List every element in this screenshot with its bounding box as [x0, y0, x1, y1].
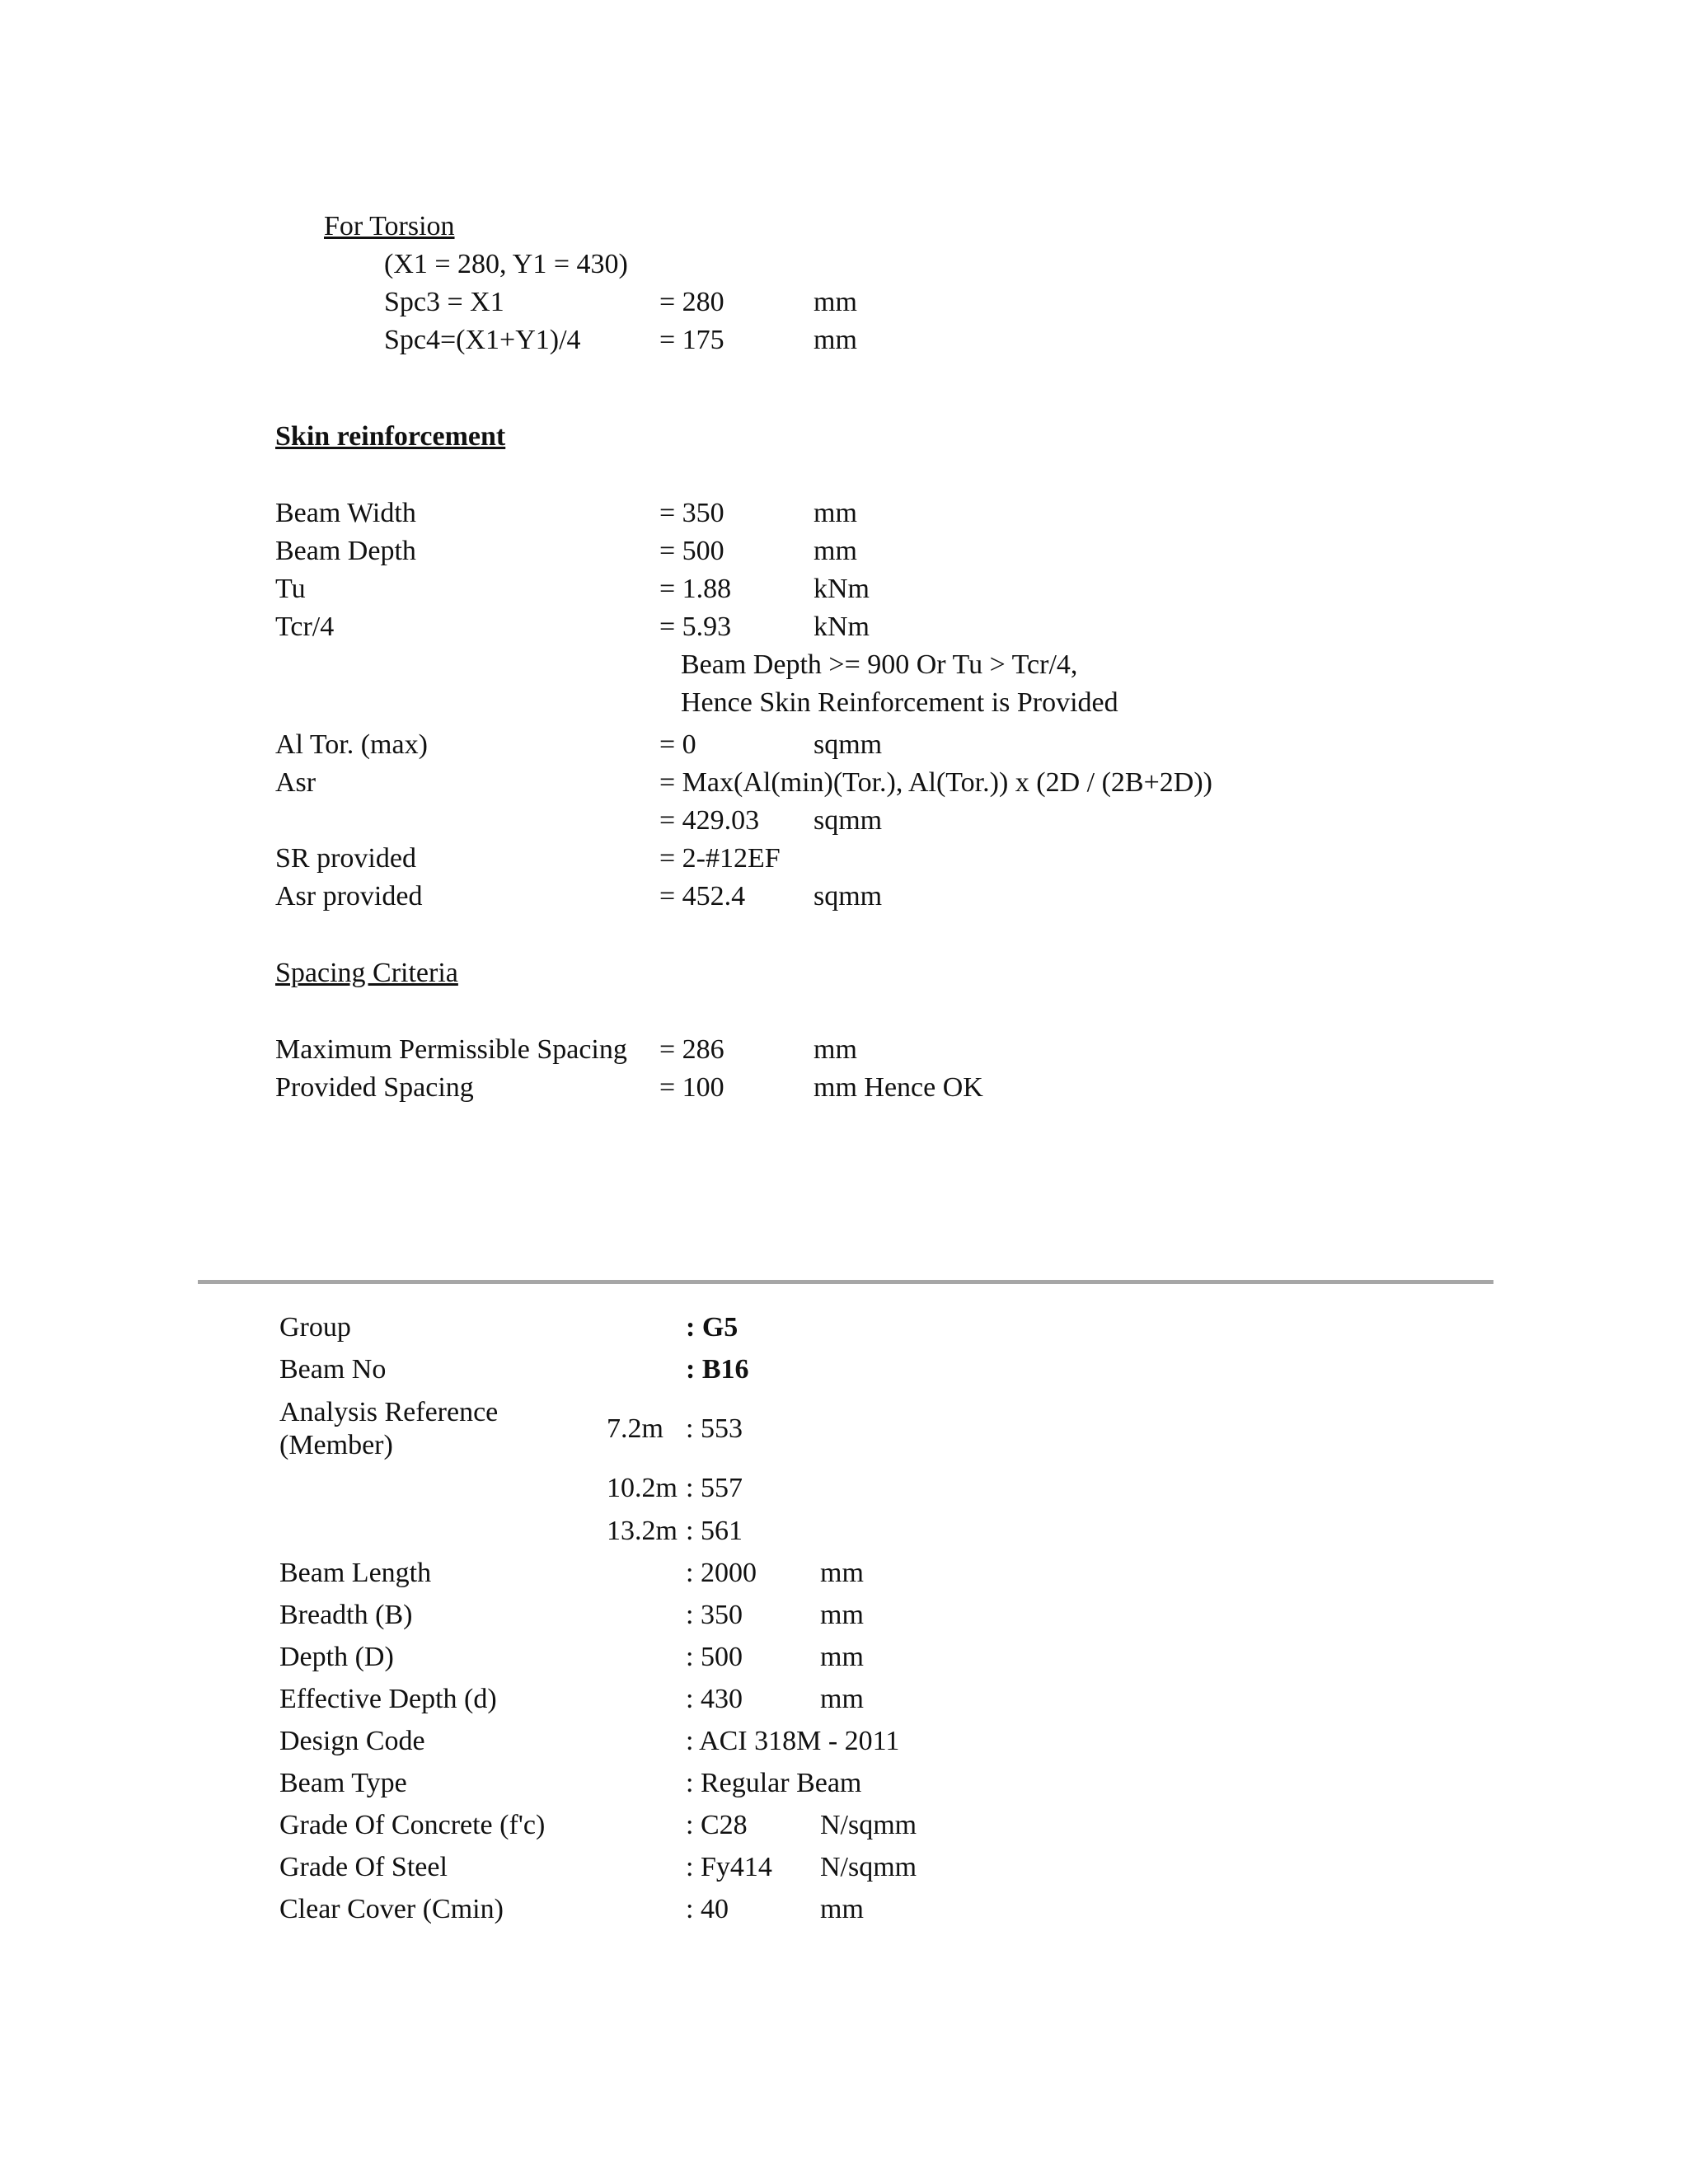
torsion-spc3-value: = 280 — [659, 287, 724, 317]
beam-prop-value: : 500 — [686, 1642, 743, 1672]
analysis-sublabel: (Member) — [279, 1430, 393, 1460]
beam-prop-value: : Regular Beam — [686, 1768, 862, 1798]
beam-prop-label: Depth (D) — [279, 1642, 394, 1672]
skin-row-label: Tcr/4 — [275, 612, 335, 642]
torsion-spc4-label: Spc4=(X1+Y1)/4 — [384, 325, 581, 355]
beam-no-value: : B16 — [686, 1354, 749, 1385]
torsion-spc4-value: = 175 — [659, 325, 724, 355]
skin-row-label: Tu — [275, 574, 306, 604]
beam-prop-label: Beam Length — [279, 1558, 432, 1588]
beam-prop-value: : 2000 — [686, 1558, 757, 1588]
provided-spacing-value: = 100 — [659, 1072, 724, 1103]
beam-prop-label: Clear Cover (Cmin) — [279, 1894, 504, 1924]
torsion-dims: (X1 = 280, Y1 = 430) — [384, 249, 628, 279]
group-value: : G5 — [686, 1312, 738, 1343]
provided-spacing-label: Provided Spacing — [275, 1072, 474, 1103]
skin-row-unit: mm — [814, 498, 857, 528]
analysis-member: : 557 — [686, 1473, 743, 1503]
group-label: Group — [279, 1312, 351, 1343]
beam-no-label: Beam No — [279, 1354, 387, 1385]
sr-provided-value: = 2-#12EF — [659, 843, 781, 874]
max-spacing-unit: mm — [814, 1034, 857, 1065]
torsion-spc4-unit: mm — [814, 325, 857, 355]
provided-spacing-unit: mm Hence OK — [814, 1072, 983, 1103]
analysis-position: 13.2m — [607, 1516, 678, 1546]
asr-provided-value: = 452.4 — [659, 881, 746, 912]
max-spacing-label: Maximum Permissible Spacing — [275, 1034, 627, 1065]
beam-prop-label: Breadth (B) — [279, 1600, 413, 1630]
torsion-heading: For Torsion — [324, 211, 455, 241]
skin-row-unit: kNm — [814, 612, 870, 642]
beam-prop-unit: mm — [820, 1684, 864, 1714]
page-divider — [198, 1280, 1493, 1284]
al-tor-label: Al Tor. (max) — [275, 729, 428, 760]
beam-prop-value: : Fy414 — [686, 1852, 772, 1882]
skin-row-value: = 500 — [659, 536, 724, 566]
beam-prop-label: Effective Depth (d) — [279, 1684, 497, 1714]
beam-prop-unit: mm — [820, 1642, 864, 1672]
asr-value: = 429.03 — [659, 805, 760, 836]
al-tor-value: = 0 — [659, 729, 696, 760]
torsion-spc3-unit: mm — [814, 287, 857, 317]
beam-prop-label: Design Code — [279, 1726, 425, 1756]
sr-provided-label: SR provided — [275, 843, 416, 874]
skin-note-result: Hence Skin Reinforcement is Provided — [681, 687, 1118, 718]
skin-row-unit: kNm — [814, 574, 870, 604]
skin-heading: Skin reinforcement — [275, 421, 506, 452]
analysis-position: 10.2m — [607, 1473, 678, 1503]
skin-row-unit: mm — [814, 536, 857, 566]
max-spacing-value: = 286 — [659, 1034, 724, 1065]
beam-prop-value: : 40 — [686, 1894, 729, 1924]
skin-row-value: = 350 — [659, 498, 724, 528]
beam-prop-unit: mm — [820, 1600, 864, 1630]
analysis-position: 7.2m — [607, 1413, 663, 1444]
asr-unit: sqmm — [814, 805, 883, 836]
beam-prop-label: Grade Of Steel — [279, 1852, 448, 1882]
analysis-member: : 553 — [686, 1413, 743, 1444]
skin-row-value: = 5.93 — [659, 612, 732, 642]
spacing-heading: Spacing Criteria — [275, 958, 458, 988]
beam-prop-label: Beam Type — [279, 1768, 407, 1798]
beam-prop-value: : 350 — [686, 1600, 743, 1630]
beam-prop-unit: mm — [820, 1894, 864, 1924]
beam-prop-value: : 430 — [686, 1684, 743, 1714]
analysis-label: Analysis Reference — [279, 1397, 499, 1427]
beam-prop-value: : ACI 318M - 2011 — [686, 1726, 900, 1756]
beam-prop-unit: N/sqmm — [820, 1852, 917, 1882]
asr-label: Asr — [275, 767, 316, 798]
torsion-spc3-label: Spc3 = X1 — [384, 287, 504, 317]
asr-provided-label: Asr provided — [275, 881, 423, 912]
beam-prop-value: : C28 — [686, 1810, 748, 1840]
beam-prop-unit: mm — [820, 1558, 864, 1588]
asr-provided-unit: sqmm — [814, 881, 883, 912]
beam-prop-unit: N/sqmm — [820, 1810, 917, 1840]
skin-note-condition: Beam Depth >= 900 Or Tu > Tcr/4, — [681, 649, 1078, 680]
al-tor-unit: sqmm — [814, 729, 883, 760]
beam-prop-label: Grade Of Concrete (f'c) — [279, 1810, 546, 1840]
asr-formula: = Max(Al(min)(Tor.), Al(Tor.)) x (2D / (2B+2D)) — [659, 767, 1212, 798]
analysis-member: : 561 — [686, 1516, 743, 1546]
skin-row-label: Beam Depth — [275, 536, 416, 566]
skin-row-value: = 1.88 — [659, 574, 732, 604]
skin-row-label: Beam Width — [275, 498, 416, 528]
